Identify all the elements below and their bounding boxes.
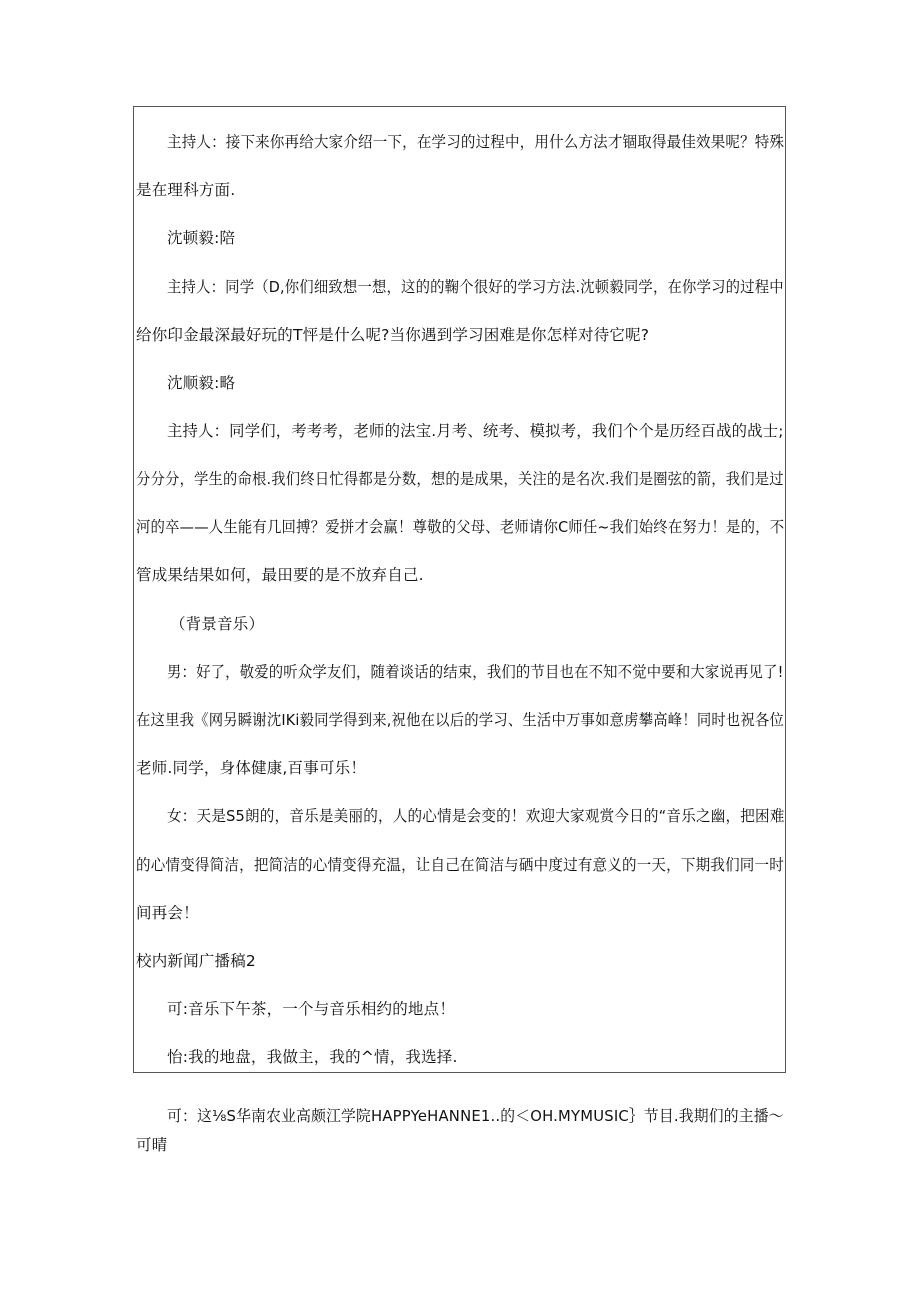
host-line-3-cont-3: 管成果结果如何，最田要的是不放弃自己. xyxy=(136,566,424,584)
yi-line: 怡:我的地盘，我做主，我的^情，我选择. xyxy=(167,1048,458,1066)
female-line-cont-1: 的心情变得简洁，把简洁的心情变得充温，让自己在简洁与硒中度过有意义的一天，下期我们同一时 xyxy=(136,856,784,874)
shen-reply-1: 沈顿毅:陪 xyxy=(167,229,236,247)
footer-line-2: 可晴 xyxy=(136,1136,168,1154)
background-music-note: （背景音乐） xyxy=(170,615,265,633)
section-heading: 校内新闻广播稿2 xyxy=(136,952,256,970)
footer-line-1: 可：这⅛S华南农业高颇江学院HAPPYeHANNE1..的＜OH.MYMUSIC｝节目.我期们的主播〜 xyxy=(167,1107,784,1125)
ke-line: 可:音乐下午茶，一个与音乐相约的地点！ xyxy=(167,1000,456,1018)
female-line: 女：天是S5朗的，音乐是美丽的，人的心情是会变的！欢迎大家观赏今日的“音乐之幽，把困难 xyxy=(167,807,785,825)
host-line-3-cont-2: 河的卒——人生能有几回搏？爱拼才会赢！尊敬的父母、老师请你C师任~我们始终在努力！是的，不 xyxy=(136,518,785,536)
host-line-2-cont: 给你印金最深最好玩的T怦是什么呢?当你遇到学习困难是你怎样对待它呢? xyxy=(136,326,650,344)
shen-reply-2: 沈顺毅:略 xyxy=(167,374,236,392)
male-line-cont-1: 在这里我《网另瞬谢沈IKi毅同学得到来,祝他在以后的学习、生活中万事如意虏攀高峰！同时也祝各位 xyxy=(136,711,785,729)
host-line-3-cont-1: 分分分，学生的命根.我们终日忙得都是分数，想的是成果，关注的是名次.我们是圈弦的箭，我们是过 xyxy=(136,470,784,488)
male-line-cont-2: 老师.同学，身体健康,百事可乐！ xyxy=(136,759,367,777)
host-line-2: 主持人：同学（D,你们细致想一想，这的的鞠个很好的学习方法.沈顿毅同学，在你学习的过程中 xyxy=(167,278,784,296)
content-box xyxy=(133,106,786,1073)
male-line: 男：好了，敬爱的听众学友们，随着谈话的结束，我们的节目也在不知不觉中要和大家说再见了! xyxy=(167,663,784,681)
host-line-1: 主持人：接下来你再给大家介绍一下，在学习的过程中，用什么方法才锢取得最佳效果呢？特殊 xyxy=(167,133,785,151)
female-line-cont-2: 间再会！ xyxy=(136,904,199,922)
host-line-3: 主持人：同学们，考考考，老师的法宝.月考、统考、模拟考，我们个个是历经百战的战士; xyxy=(167,422,784,440)
host-line-1-cont: 是在理科方面. xyxy=(136,181,236,199)
